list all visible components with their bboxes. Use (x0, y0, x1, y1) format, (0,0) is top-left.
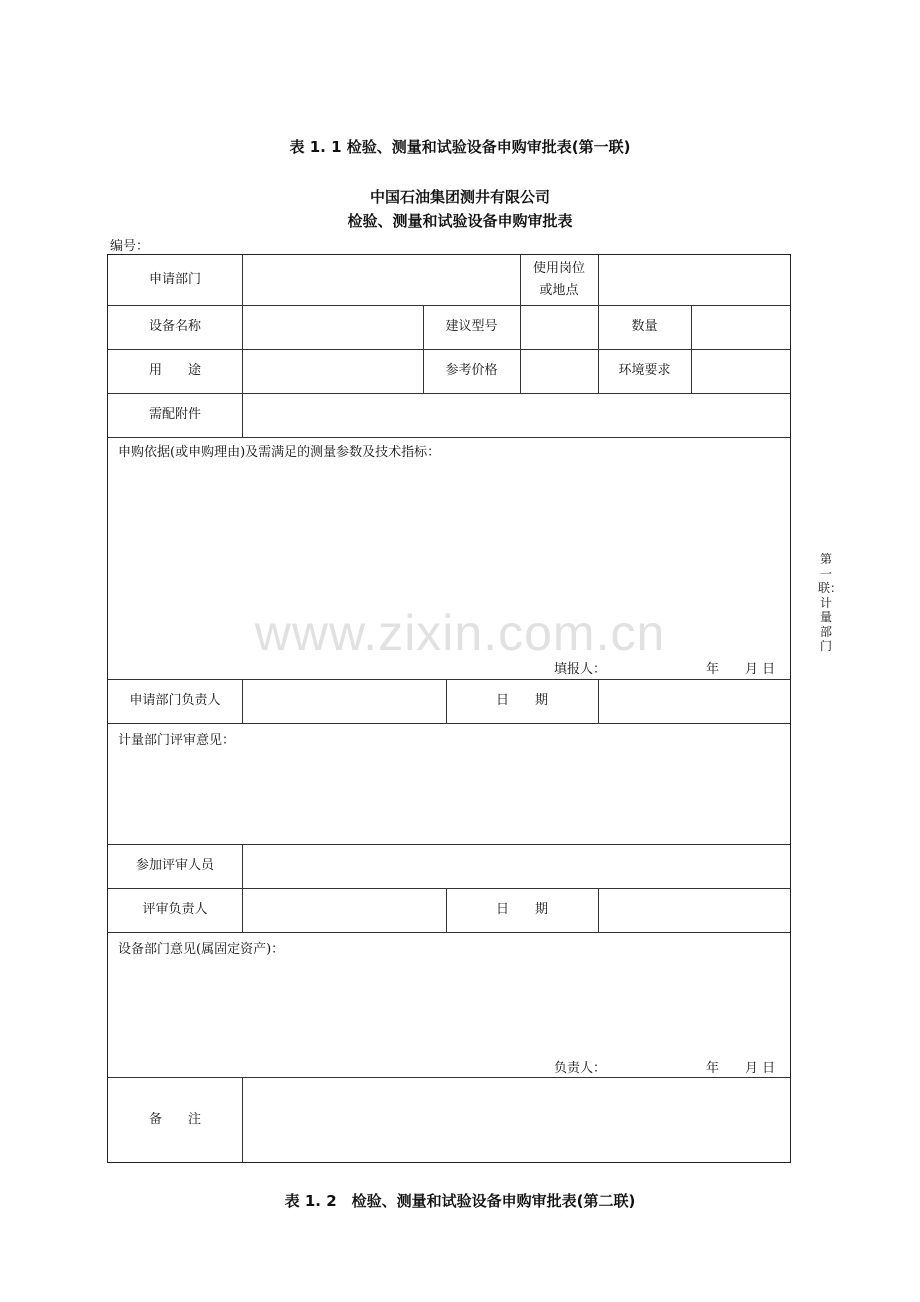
metrology-review-field[interactable] (108, 749, 790, 843)
dept-head-field[interactable] (243, 679, 446, 723)
use-location-label (520, 255, 598, 305)
row-divider (108, 932, 790, 933)
suggested-model-label: 建议型号 (445, 319, 498, 334)
page-title: 表 1. 1 检验、测量和试验设备申购审批表(第一联) (289, 138, 631, 156)
watermark: www.zixin.com.cn (254, 605, 666, 661)
basis-field[interactable] (108, 461, 790, 651)
dept-head-date-field[interactable] (599, 679, 790, 723)
basis-label: 申购依据(或申购理由)及需满足的测量参数及技术指标： (118, 445, 441, 460)
dept-head-label: 申请部门负责人 (129, 693, 221, 708)
equipment-name-field[interactable] (243, 305, 423, 349)
metrology-review-label: 计量部门评审意见： (118, 733, 236, 748)
next-table-title: 表 1. 2 检验、测量和试验设备申购审批表(第二联) (284, 1192, 636, 1210)
equipment-dept-opinion-field[interactable] (108, 958, 790, 1053)
row-divider (108, 437, 790, 438)
company-name: 中国石油集团测井有限公司 (369, 188, 550, 206)
form-title: 检验、测量和试验设备申购审批表 (347, 212, 573, 230)
reviewers-field[interactable] (243, 844, 790, 888)
apply-dept-field[interactable] (243, 255, 519, 305)
approval-form (107, 254, 791, 1163)
filler-label: 填报人： (554, 662, 607, 677)
filler-date-label: 年 月 日 (706, 662, 776, 677)
reference-price-field[interactable] (521, 349, 598, 393)
responsible-date-label: 年 月 日 (706, 1061, 776, 1076)
quantity-label: 数量 (631, 319, 658, 334)
apply-dept-label: 申请部门 (148, 272, 201, 287)
reviewers-label: 参加评审人员 (135, 858, 214, 873)
purpose-field[interactable] (243, 349, 423, 393)
equipment-name-label: 设备名称 (148, 319, 201, 334)
equipment-dept-opinion-label: 设备部门意见(属固定资产)： (118, 942, 285, 957)
purpose-label: 用 途 (148, 363, 201, 378)
responsible-label: 负责人： (554, 1061, 607, 1076)
review-date-field[interactable] (599, 888, 790, 932)
accessories-label: 需配附件 (148, 407, 201, 422)
use-location-field[interactable] (599, 255, 790, 305)
review-date-label: 日 期 (495, 902, 548, 917)
reference-price-label: 参考价格 (445, 363, 498, 378)
row-divider (108, 723, 790, 724)
remarks-label: 备 注 (148, 1111, 201, 1127)
dept-head-date-label: 日 期 (495, 693, 548, 708)
quantity-field[interactable] (692, 305, 790, 349)
use-location-label-line2: 或地点 (539, 283, 579, 298)
accessories-field[interactable] (243, 393, 790, 437)
suggested-model-field[interactable] (521, 305, 598, 349)
review-head-label: 评审负责人 (142, 902, 208, 917)
remarks-field[interactable] (243, 1077, 790, 1162)
use-location-label-line1: 使用岗位 (532, 261, 585, 276)
review-head-field[interactable] (243, 888, 446, 932)
serial-number-label: 编号： (110, 239, 150, 254)
copy-side-label: 第一联：计量部门 (818, 552, 843, 653)
environment-label: 环境要求 (618, 363, 671, 378)
environment-field[interactable] (692, 349, 790, 393)
